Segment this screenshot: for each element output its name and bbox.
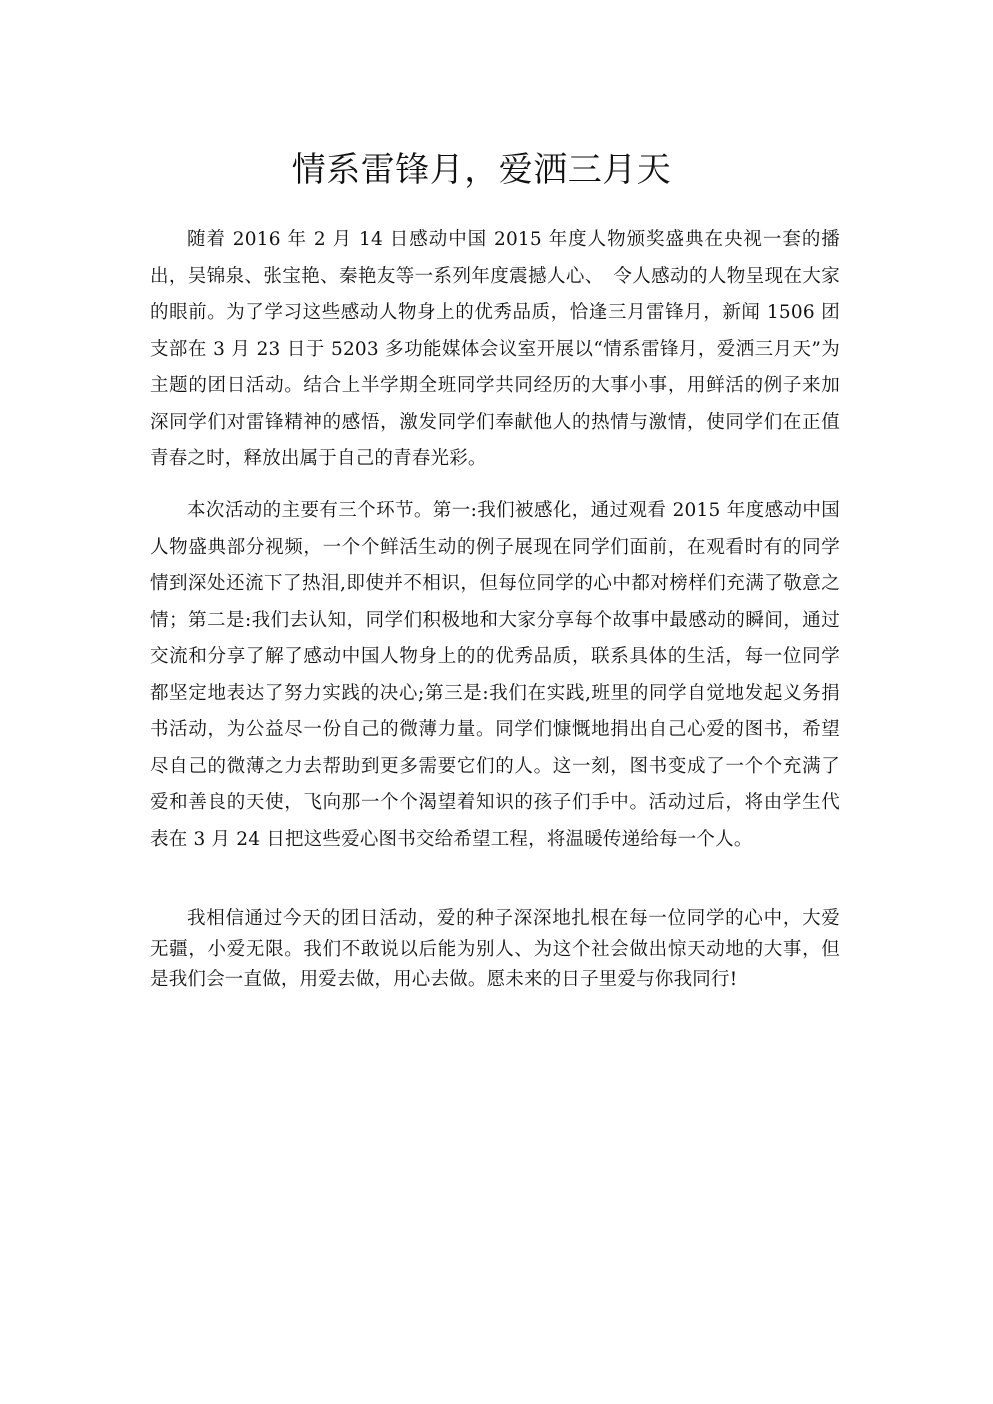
- paragraph-3: 我相信通过今天的团日活动，爱的种子深深地扎根在每一位同学的心中，大爱无疆，小爱无限。我们不敢说以后能为别人、为这个社会做出惊天动地的大事，但是我们会一直做，用爱去做，用心去做。愿未来的日子里爱与你我同行!: [150, 908, 840, 990]
- paragraph-2: 本次活动的主要有三个环节。第一:我们被感化，通过观看 2015 年度感动中国人物盛典部分视频，一个个鲜活生动的例子展现在同学们面前，在观看时有的同学情到深处还流下了热泪,即使并不相识，但每位同学的心中都对榜样们充满了敬意之情；第二是:我们去认知，同学们积极地和大家分享每个故事中最感动的瞬间，通过交流和分享了解了感动中国人物身上的的优秀品质，联系具体的生活，每一位同学都坚定地表达了努力实践的决心;第三是:我们在实践,班里的同学自觉地发起义务捐书活动，为公益尽一份自己的微薄力量。同学们慷慨地捐出自己心爱的图书，希望尽自己的微薄之力去帮助到更多需要它们的人。这一刻，图书变成了一个个充满了爱和善良的天使，飞向那一个个渴望着知识的孩子们手中。活动过后，将由学生代表在 3 月 24 日把这些爱心图书交给希望工程，将温暖传递给每一个人。: [150, 500, 840, 850]
- document-title: 情系雷锋月，爱洒三月天: [291, 150, 672, 190]
- paragraph-1: 随着 2016 年 2 月 14 日感动中国 2015 年度人物颁奖盛典在央视一套的播出，吴锦泉、张宝艳、秦艳友等一系列年度震撼人心、 令人感动的人物呈现在大家的眼前。为了学习这些感动人物身上的优秀品质，恰逢三月雷锋月，新闻 1506 团支部在 3 月 23 日于 5203 多功能媒体会议室开展以“情系雷锋月，爱洒三月天”为主题的团日活动。结合上半学期全班同学共同经历的大事小事，用鲜活的例子来加深同学们对雷锋精神的感悟，激发同学们奉献他人的热情与激情，使同学们在正值青春之时，释放出属于自己的青春光彩。: [150, 229, 840, 469]
